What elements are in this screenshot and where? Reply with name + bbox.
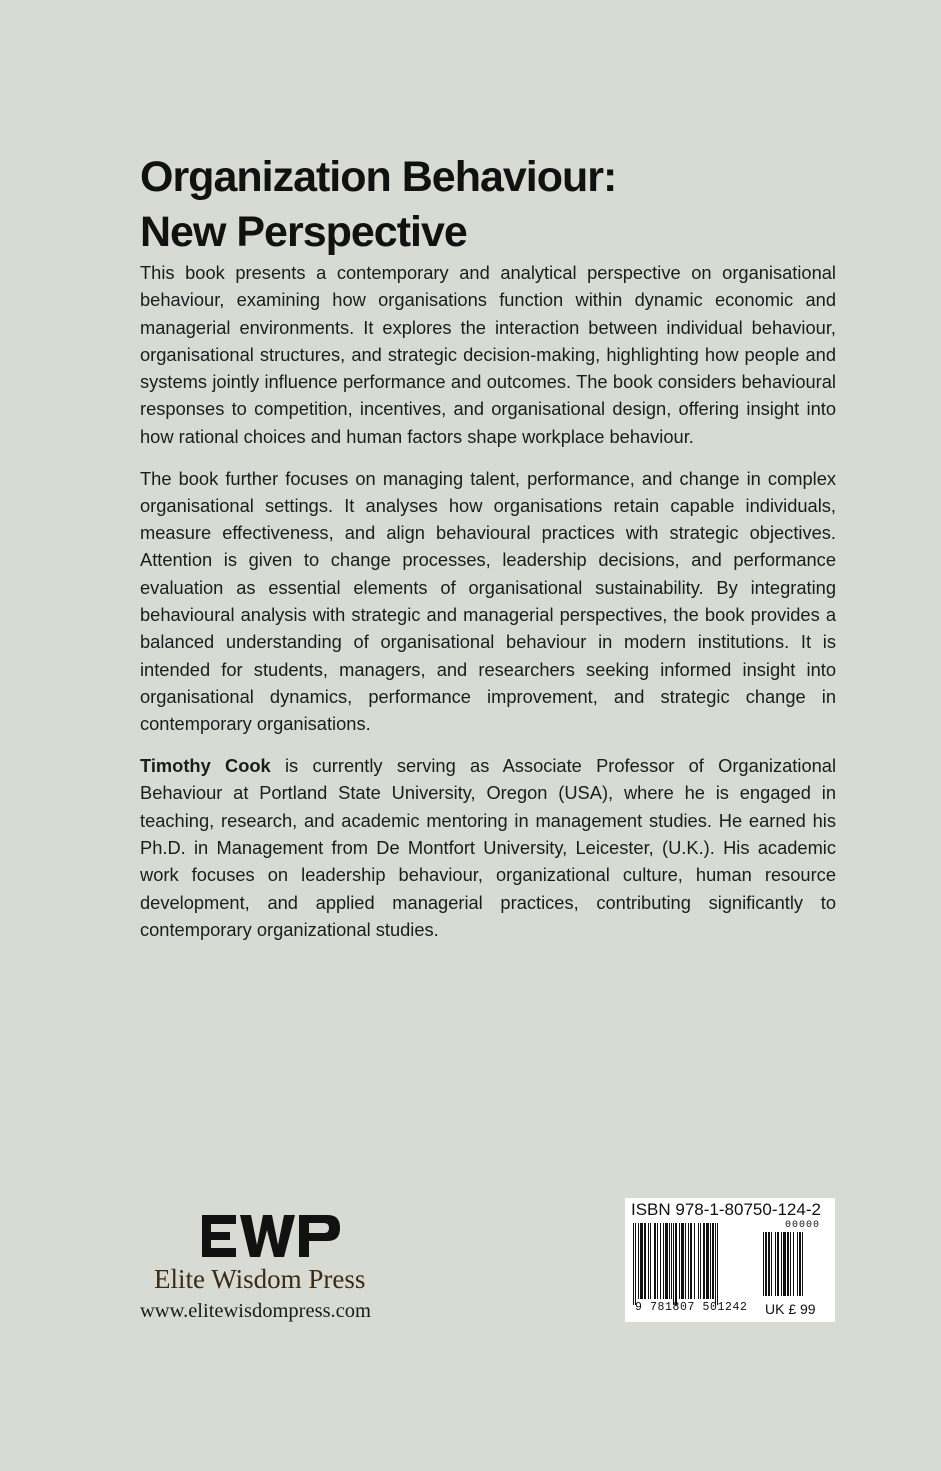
book-title [140, 150, 840, 260]
publisher-name: Elite Wisdom Press [154, 1264, 366, 1294]
back-cover-text [140, 259, 836, 958]
description-paragraph-2: The book further focuses on managing talent, performance, and change in complex organisational settings. It analyses how organisations retain capable individuals, measure effectiveness, and align behavioural practices with strategic objectives. Attention is given to change processes, leadership decisions, and performance evaluation as essential elements of organisational sustainability. By integrating behavioural analysis with strategic and managerial perspectives, the book provides a balanced understanding of organisational behaviour in modern institutions. It is intended for students, managers, and researchers seeking informed insight into organisational dynamics, performance improvement, and strategic change in contemporary organisations. [140, 467, 836, 735]
book-title-line2: New Perspective [140, 208, 467, 256]
isbn-label: ISBN 978-1-80750-124-2 [631, 1200, 821, 1219]
price-label: UK £ 99 [765, 1301, 816, 1317]
book-title-line1: Organization Behaviour: [140, 153, 617, 201]
publisher-website: www.elitewisdompress.com [140, 1300, 371, 1322]
author-name: Timothy Cook [140, 755, 271, 777]
barcode-digits: 9 781807 501242 [635, 1301, 748, 1314]
ewp-logo-icon [202, 1212, 342, 1260]
author-bio-text: is currently serving as Associate Professor of Organizational Behaviour at Portland State University, Oregon (USA), where he is engaged in teaching, research, and academic mentoring in management studies. He earned his Ph.D. in Management from De Montfort University, Leicester, (U.K.). His academic work focuses on leadership behaviour, organizational culture, human resource development, and applied managerial practices, contributing significantly to contemporary organizational studies. [140, 755, 837, 940]
author-bio [140, 752, 836, 943]
barcode-bars [633, 1223, 753, 1305]
description-paragraph-1: This book presents a contemporary and analytical perspective on organisational behaviour, examining how organisations function within dynamic economic and managerial environments. It explores the interaction between individual behaviour, organisational structures, and strategic decision-making, highlighting how people and systems jointly influence performance and outcomes. The book considers behavioural responses to competition, incentives, and organisational design, offering insight into how rational choices and human factors shape workplace behaviour. [140, 262, 836, 447]
addon-barcode-bars [763, 1232, 819, 1302]
addon-digits: 00000 [785, 1220, 821, 1231]
isbn-barcode [625, 1198, 835, 1322]
